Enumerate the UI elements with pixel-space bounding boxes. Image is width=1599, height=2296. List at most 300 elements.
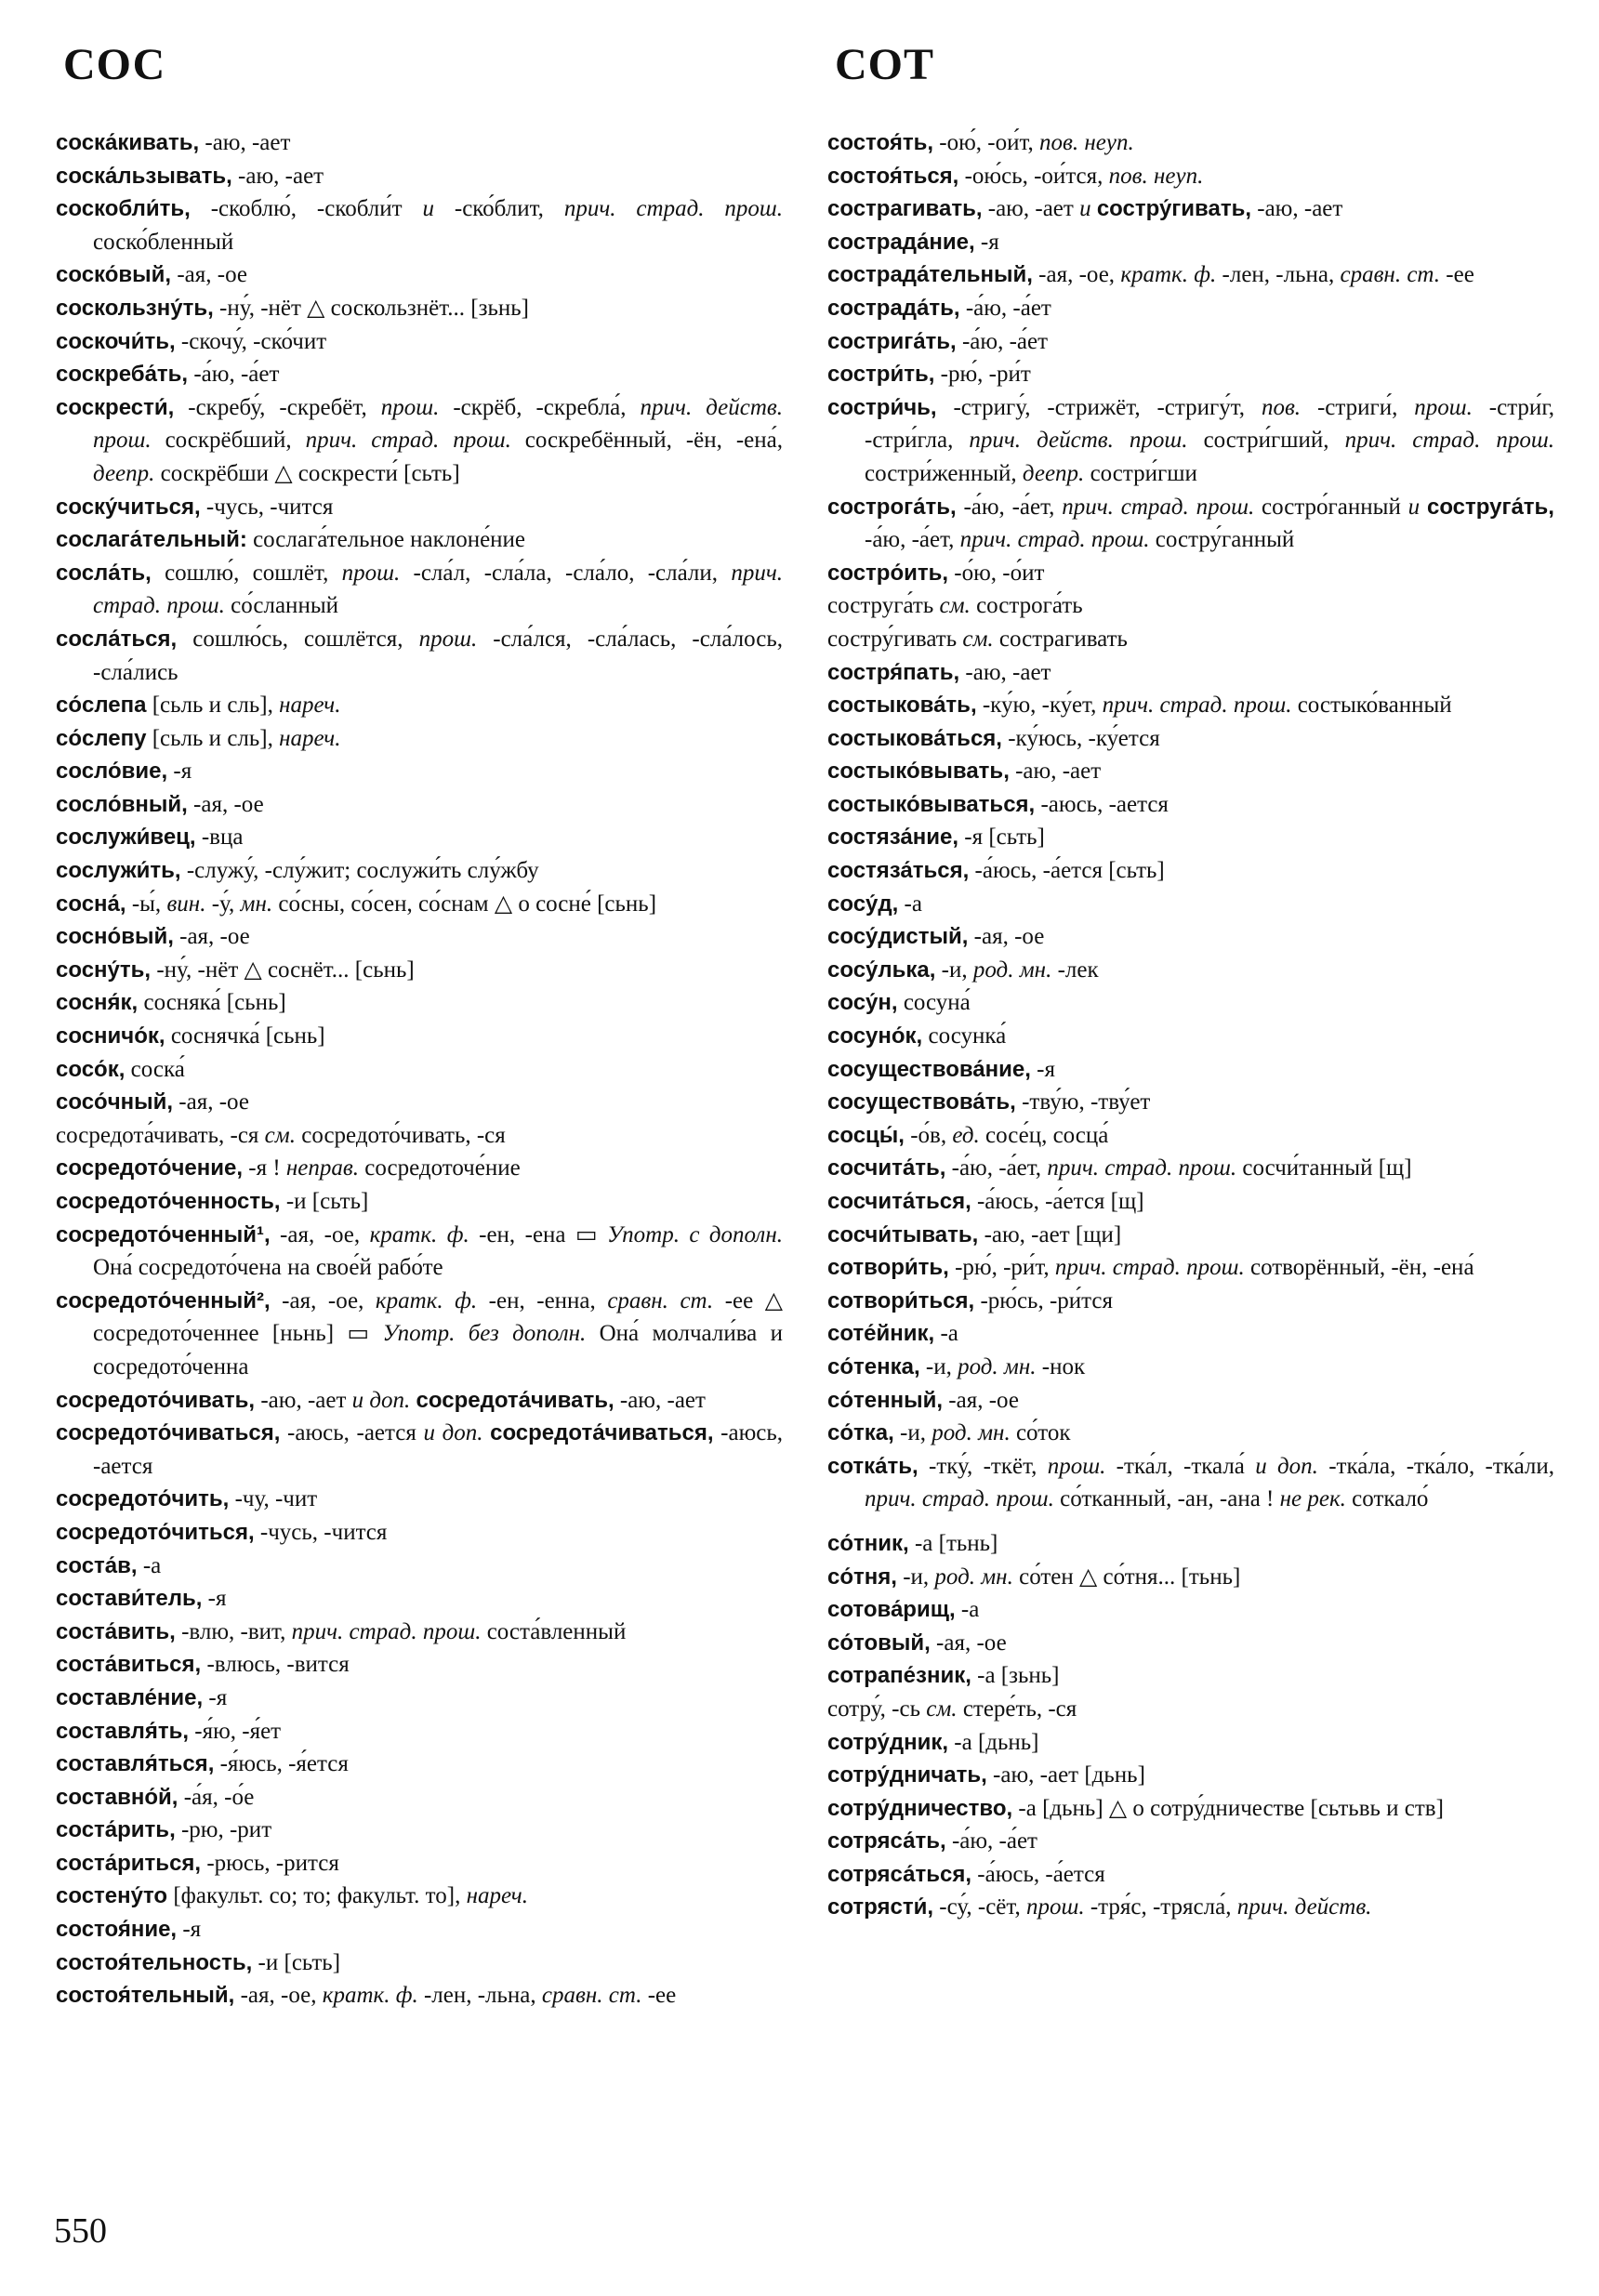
dictionary-entry — [827, 1417, 1554, 1450]
entry-text: -вца — [195, 825, 244, 851]
dictionary-entry — [827, 1726, 1554, 1760]
dictionary-entry — [827, 1561, 1554, 1594]
entry-text: сосунка́ — [922, 1023, 1007, 1049]
dictionary-entry — [56, 1550, 783, 1583]
dictionary-entry — [827, 589, 1554, 623]
entry-text: -аю, -ает [дьнь] — [986, 1762, 1145, 1788]
entry-text: -ку́ю, -ку́ет, — [976, 693, 1103, 719]
entry-text: стере́ть, -ся — [957, 1696, 1077, 1722]
dictionary-entry — [56, 258, 783, 292]
entry-text: -ее △ сосредото́ченнее [ньнь] ▭ — [93, 1287, 783, 1347]
entry-text — [1420, 495, 1427, 520]
dictionary-entry — [827, 1825, 1554, 1858]
grammar-note: и доп. — [423, 1420, 483, 1446]
grammar-note: деепр. — [93, 460, 155, 486]
entry-text: состри́гший, — [1187, 428, 1345, 454]
entry-text: -у́, — [205, 891, 241, 917]
grammar-note: и доп. — [1255, 1453, 1318, 1479]
headword: соско́вый, — [56, 262, 172, 288]
entry-text: [сьль и сль], — [146, 725, 280, 751]
entry-text: -я ! — [243, 1155, 286, 1181]
headword: соскрести́, — [56, 394, 175, 420]
entry-text: -а́юсь, -а́ется — [971, 1861, 1105, 1887]
entry-text: -о́в, — [904, 1122, 953, 1148]
dictionary-entry — [56, 1880, 783, 1913]
entry-text: соста́вленный — [481, 1618, 627, 1644]
entry-text: -лен, -льна, — [1216, 262, 1341, 288]
entry-text: соснячка́ [сьнь] — [165, 1023, 325, 1049]
headword: сотру́дник, — [827, 1729, 949, 1755]
headword: сострига́ть, — [827, 328, 957, 354]
headword: соста́вить, — [56, 1618, 176, 1644]
entry-text: -о́ю, -о́ит — [948, 560, 1045, 586]
headword: состро́ить, — [827, 560, 949, 586]
dictionary-entry — [56, 1384, 783, 1418]
entry-text: -а́я, -о́е — [178, 1784, 255, 1810]
dictionary-entry — [56, 1152, 783, 1185]
entry-text: -ен, -енна, — [477, 1287, 608, 1313]
entry-text: -ая, -ое — [930, 1630, 1007, 1656]
entry-text: сосе́ц, сосца́ — [979, 1122, 1109, 1148]
entry-text: -а [тьнь] — [908, 1530, 998, 1556]
entry-text: -нок — [1036, 1353, 1086, 1379]
grammar-note: пов. неуп. — [1108, 163, 1204, 189]
grammar-note: не рек. — [1279, 1486, 1346, 1512]
dictionary-entry — [56, 1847, 783, 1880]
dictionary-entry — [827, 689, 1554, 722]
headword: сосно́вый, — [56, 924, 174, 950]
dictionary-entry — [56, 623, 783, 689]
dictionary-entry — [827, 192, 1554, 226]
entry-text: -аю, -ает — [982, 196, 1080, 222]
headword: сосчи́тывать, — [827, 1221, 979, 1247]
entry-text: состыко́ванный — [1291, 693, 1452, 719]
grammar-note: кратк. ф. — [375, 1287, 478, 1313]
grammar-note: род. мн. — [932, 1420, 1011, 1446]
entry-text: -аю, -ает — [199, 130, 291, 155]
dictionary-entry — [56, 391, 783, 491]
dictionary-entry — [56, 1053, 783, 1087]
entry-text: -и, — [935, 957, 973, 983]
entry-text: состри́гши — [1084, 460, 1197, 486]
headword: состяза́ться, — [827, 858, 970, 884]
headword: сосредото́чиваться, — [56, 1420, 281, 1446]
dictionary-entry — [827, 986, 1554, 1020]
dictionary-entry — [827, 1086, 1554, 1119]
dictionary-entry — [56, 920, 783, 954]
grammar-note: вин. — [166, 891, 206, 917]
entry-text: -ая, -ое — [968, 924, 1045, 950]
entry-text: -стриги́, — [1301, 394, 1415, 420]
dictionary-entry — [56, 755, 783, 788]
headword: соска́кивать, — [56, 130, 200, 155]
entry-text: -а [дьнь] △ о сотру́дничестве [сьтьвь и ств] — [1012, 1795, 1444, 1821]
headword: состыкова́ть, — [827, 693, 977, 719]
entry-text — [482, 1420, 490, 1445]
grammar-note: нареч. — [279, 693, 341, 719]
entry-text: -а́ю, -а́ет — [956, 328, 1049, 354]
entry-text: -аю, -ает — [959, 659, 1051, 685]
entry-text: сосчи́танный [щ] — [1236, 1155, 1412, 1181]
left-column — [56, 126, 783, 2012]
entry-text: сошлю́, сошлёт, — [151, 560, 342, 586]
headword: сотру́дничать, — [827, 1762, 987, 1788]
grammar-note: прош. — [1047, 1453, 1106, 1479]
grammar-note: см. — [939, 593, 971, 619]
entry-text: со́тен △ со́тня... [тьнь] — [1012, 1564, 1241, 1590]
grammar-note: и — [1079, 196, 1091, 222]
headword: сосла́ться, — [56, 626, 178, 652]
entry-text: -ее — [1440, 262, 1474, 288]
dictionary-entry — [827, 1450, 1554, 1516]
dictionary-entry — [827, 1693, 1554, 1726]
entry-text: со́ток — [1010, 1420, 1071, 1446]
grammar-note: Употр. без дополн. — [382, 1321, 587, 1347]
dictionary-entry — [827, 656, 1554, 690]
entry-text: -я́юсь, -я́ется — [214, 1751, 349, 1777]
dictionary-entry — [56, 1979, 783, 2012]
entry-text: -а́юсь, -а́ется [щ] — [971, 1189, 1144, 1214]
headword: составно́й, — [56, 1784, 178, 1810]
entry-text: -а — [898, 891, 922, 917]
entry-text: -я́ю, -я́ет — [189, 1718, 282, 1744]
grammar-note: прич. страд. прош. — [1102, 693, 1292, 719]
headword: сосу́дистый, — [827, 924, 969, 950]
headword: сосла́ть, — [56, 560, 152, 586]
headword: сосредото́ченный¹, — [56, 1221, 271, 1247]
entry-text: -чу, -чит — [229, 1486, 318, 1512]
headword: сосуно́к, — [827, 1023, 923, 1049]
entry-text: -лек — [1051, 957, 1099, 983]
headword: сосредота́чивать, — [416, 1387, 614, 1413]
dictionary-entry — [827, 258, 1554, 292]
grammar-note: и доп. — [351, 1387, 411, 1413]
dictionary-entry — [827, 325, 1554, 359]
dictionary-entry — [827, 1119, 1554, 1153]
headword: соста́рить, — [56, 1817, 176, 1843]
headword: со́тник, — [827, 1530, 909, 1556]
entry-text: -скоблю́, -скобли́т — [190, 196, 423, 222]
grammar-note: пов. неуп. — [1039, 130, 1134, 155]
dictionary-entry — [827, 755, 1554, 788]
headword: состри́ть, — [827, 362, 935, 388]
dictionary-entry — [827, 1317, 1554, 1351]
headword: состоя́ть, — [827, 130, 933, 155]
entry-text: -рю, -рит — [175, 1817, 272, 1843]
headword: сосуществова́ние, — [827, 1056, 1031, 1082]
headword: состоя́ться, — [827, 163, 959, 189]
headword: сотряса́ть, — [827, 1828, 946, 1854]
grammar-note: сравн. ст. — [1340, 262, 1441, 288]
entry-text: -тка́ла, -тка́ло, -тка́ли, — [1317, 1453, 1554, 1479]
entry-text: -аюсь, -ается — [1035, 791, 1169, 817]
headword: сосу́н, — [827, 990, 898, 1016]
entry-text: сосуна́ — [897, 990, 971, 1016]
grammar-note: прош. — [341, 560, 401, 586]
dictionary-entry — [56, 491, 783, 524]
headword: сосцы́, — [827, 1122, 905, 1148]
entry-text: -а [зьнь] — [971, 1663, 1060, 1689]
entry-text: -аю, -ает — [1251, 196, 1343, 222]
entry-text: -ее — [641, 1983, 677, 2009]
headword: со́тенный, — [827, 1387, 944, 1413]
dictionary-entry — [827, 1020, 1554, 1053]
headword: сострада́ть, — [827, 295, 960, 321]
grammar-note: прич. страд. прош. — [305, 428, 511, 454]
entry-text: сострагивать — [993, 626, 1128, 652]
headword: составле́ние, — [56, 1684, 204, 1710]
headword: соте́йник, — [827, 1321, 935, 1347]
entry-text: -рю́сь, -ри́тся — [974, 1287, 1113, 1313]
headword: сосредото́читься, — [56, 1519, 255, 1545]
entry-text: -тря́с, -трясла́, — [1084, 1894, 1237, 1920]
grammar-note: кратк. ф. — [322, 1983, 418, 2009]
dictionary-entry — [827, 1351, 1554, 1384]
grammar-note: пов. — [1261, 394, 1302, 420]
headword: соскользну́ть, — [56, 295, 214, 321]
headword: сосло́вный, — [56, 791, 188, 817]
grammar-note: прич. действ. прош. — [93, 394, 783, 454]
entry-text: сострога́ть — [970, 593, 1083, 619]
headword: состоя́ние, — [56, 1917, 178, 1943]
grammar-note: прош. — [418, 626, 478, 652]
headword: соскреба́ть, — [56, 362, 189, 388]
dictionary-entry — [827, 1659, 1554, 1693]
dictionary-entry — [827, 888, 1554, 921]
entry-text: -а́ю, -а́ет — [959, 295, 1051, 321]
headword: состену́то — [56, 1883, 168, 1909]
entry-text: состру́гивать — [827, 626, 963, 652]
headword: сотрясти́, — [827, 1894, 934, 1920]
dictionary-entry — [56, 160, 783, 193]
dictionary-entry — [827, 821, 1554, 854]
entry-text: -аю, -ает — [614, 1387, 706, 1413]
dictionary-entry — [827, 1251, 1554, 1285]
grammar-note: см. — [264, 1122, 296, 1148]
dictionary-entry — [827, 1053, 1554, 1087]
entry-text: соскрёбши △ соскрести́ [сьть] — [154, 460, 460, 486]
entry-text: -и, — [893, 1420, 932, 1446]
grammar-note: неправ. — [285, 1155, 360, 1181]
dictionary-entry — [827, 1593, 1554, 1627]
headword: сосо́к, — [56, 1056, 126, 1082]
dictionary-entry — [827, 160, 1554, 193]
entry-text: сослага́тельное наклоне́ние — [246, 527, 526, 553]
headword: соста́виться, — [56, 1652, 202, 1678]
grammar-note: кратк. ф. — [1120, 262, 1217, 288]
entry-text: -рю́, -ри́т — [934, 362, 1031, 388]
headword: со́тка, — [827, 1420, 894, 1446]
grammar-note: нареч. — [466, 1883, 528, 1909]
entry-text: -аюсь, -ается — [280, 1420, 424, 1446]
dictionary-entry — [827, 1627, 1554, 1660]
entry-text: -чусь, -чится — [200, 494, 334, 520]
dictionary-entry — [827, 557, 1554, 590]
entry-text: -рюсь, -рится — [201, 1850, 339, 1876]
grammar-note: прич. страд. прош. — [865, 1486, 1054, 1512]
entry-text: -ен, -ена ▭ — [469, 1221, 608, 1247]
grammar-note: Употр. с дополн. — [607, 1221, 783, 1247]
entry-text: -чусь, -чится — [254, 1519, 388, 1545]
entry-text: состру́ганный — [1149, 527, 1295, 553]
entry-text: -влюсь, -вится — [201, 1652, 350, 1678]
dictionary-entry — [827, 1285, 1554, 1318]
entry-text: -сла́л, -сла́ла, -сла́ло, -сла́ли, — [400, 560, 732, 586]
dictionary-entry — [56, 1648, 783, 1682]
entry-text: -ая, -ое — [943, 1387, 1019, 1413]
headword: сотряса́ться, — [827, 1861, 972, 1887]
headword: сослага́тельный: — [56, 527, 247, 553]
entry-text: сошлю́сь, сошлётся, — [177, 626, 419, 652]
entry-text: -а́ю, -а́ет — [945, 1828, 1037, 1854]
dictionary-entry — [56, 1185, 783, 1219]
headword: составля́ться, — [56, 1751, 215, 1777]
entry-text: -а́ю, -а́ет, — [945, 1155, 1048, 1181]
dictionary-entry — [827, 358, 1554, 391]
dictionary-entry — [827, 1858, 1554, 1892]
entry-text: -а́ю, -а́ет, — [865, 527, 960, 553]
headword: сосуществова́ть, — [827, 1089, 1016, 1115]
dictionary-entry — [56, 292, 783, 325]
entry-text: -и [сьть] — [280, 1189, 369, 1214]
entry-text: -ою́, -ои́т, — [933, 130, 1040, 155]
entry-text: соскребённый, -ён, -ена́, — [510, 428, 783, 454]
headword: сотвори́ть, — [827, 1255, 949, 1281]
entry-text: -ы́, — [126, 891, 167, 917]
dictionary-entry — [56, 854, 783, 888]
grammar-note: см. — [926, 1696, 958, 1722]
dictionary-entry — [56, 1219, 783, 1285]
entry-text: соскрёбший, — [151, 428, 306, 454]
entry-text: -и [сьть] — [252, 1949, 341, 1975]
headword: состру́гивать, — [1096, 196, 1252, 222]
headword: состоя́тельность, — [56, 1949, 253, 1975]
headword: сосчита́ть, — [827, 1155, 946, 1181]
dictionary-entry — [827, 1152, 1554, 1185]
entry-text: -тву́ю, -тву́ет — [1015, 1089, 1151, 1115]
entry-text: -су́, -сёт, — [933, 1894, 1026, 1920]
dictionary-entry — [56, 557, 783, 623]
entry-text: состри́женный, — [865, 460, 1023, 486]
headword: сосредото́чивать, — [56, 1387, 256, 1413]
dictionary-entry — [56, 1715, 783, 1748]
entry-text: -я [сьть] — [958, 825, 1045, 851]
entry-text: соткало́ — [1345, 1486, 1429, 1512]
grammar-note: сравн. ст. — [607, 1287, 714, 1313]
entry-text: -а́юсь, -а́ется [сьть] — [969, 858, 1165, 884]
headword: со́товый, — [827, 1630, 931, 1656]
dictionary-entry — [827, 1384, 1554, 1418]
dictionary-entry — [56, 1814, 783, 1847]
grammar-note: и — [1407, 494, 1421, 520]
entry-text: -и, — [919, 1353, 958, 1379]
entry-text: -аю, -ает — [231, 163, 324, 189]
headword: состяза́ние, — [827, 825, 959, 851]
headword: сосло́вие, — [56, 759, 168, 785]
entry-text: -ою́сь, -ои́тся, — [958, 163, 1109, 189]
entry-text: -ку́юсь, -ку́ется — [1001, 725, 1160, 751]
entry-text: сосредоточе́ние — [359, 1155, 521, 1181]
entry-text: -ая, -ое, — [234, 1983, 323, 2009]
dictionary-entry — [56, 821, 783, 854]
headword: сосредото́чение, — [56, 1155, 243, 1181]
entry-text: -тку́, -ткёт, — [918, 1453, 1048, 1479]
entry-text: -а́ю, -а́ет, — [956, 494, 1063, 520]
grammar-note: прош. — [380, 394, 440, 420]
entry-text: -скрёб, -скребла́, — [439, 394, 641, 420]
dictionary-entry — [56, 954, 783, 987]
grammar-note: прош. — [1025, 1894, 1085, 1920]
entry-text: сосредота́чивать, -ся — [56, 1122, 265, 1148]
headword: сосна́, — [56, 891, 126, 917]
grammar-note: прич. действ. прош. — [969, 428, 1188, 454]
headword: сострада́тельный, — [827, 262, 1033, 288]
headword: сосу́лька, — [827, 957, 936, 983]
entry-text: [сьль и сль], — [146, 693, 280, 719]
entry-text: -я — [1030, 1056, 1055, 1082]
headword: составля́ть, — [56, 1718, 190, 1744]
headword: сострагивать, — [827, 196, 983, 222]
entry-text: -а́ю, -а́ет — [188, 362, 280, 388]
headword: состоя́тельный, — [56, 1983, 235, 2009]
entry-text: [факульт. со; то; факульт. то], — [167, 1883, 467, 1909]
grammar-note: прич. страд. прош. — [1047, 1155, 1237, 1181]
headword: сосо́чный, — [56, 1089, 174, 1115]
entry-text: -скребу́, -скребёт, — [174, 394, 381, 420]
entry-text: -я — [202, 1586, 227, 1612]
headword: со́слепа — [56, 693, 147, 719]
headword: соскочи́ть, — [56, 328, 176, 354]
dictionary-entry — [827, 854, 1554, 888]
grammar-note: прич. страд. прош. — [959, 527, 1150, 553]
dictionary-entry — [827, 788, 1554, 822]
headword: со́слепу — [56, 725, 147, 751]
headword: состри́чь, — [827, 394, 937, 420]
headword: сосредото́ченный², — [56, 1287, 271, 1313]
entry-text: -стри́г, -стри́гла, — [865, 394, 1554, 454]
headword: сострада́ние, — [827, 229, 975, 255]
grammar-note: сравн. ст. — [541, 1983, 642, 2009]
dictionary-entry — [56, 986, 783, 1020]
headword: состыко́вывать, — [827, 759, 1010, 785]
grammar-note: прич. страд. прош. — [93, 560, 783, 619]
grammar-note: род. мн. — [958, 1353, 1037, 1379]
headword: сосредото́чить, — [56, 1486, 230, 1512]
dictionary-entry — [827, 722, 1554, 756]
dictionary-entry — [56, 1748, 783, 1781]
headword: сотру́дничество, — [827, 1795, 1013, 1821]
dictionary-entry — [827, 1219, 1554, 1252]
dictionary-entry — [56, 722, 783, 756]
entry-text: -я — [203, 1684, 228, 1710]
entry-text: -влю, -вит, — [175, 1618, 292, 1644]
grammar-note: род. мн. — [934, 1564, 1013, 1590]
dictionary-entry — [56, 1285, 783, 1384]
dictionary-entry — [56, 1616, 783, 1649]
dictionary-entry — [56, 788, 783, 822]
dictionary-entry — [56, 689, 783, 722]
dictionary-entry — [56, 523, 783, 557]
headword: сосня́к, — [56, 990, 139, 1016]
entry-text: -стригу́, -стрижёт, -стригу́т, — [936, 394, 1262, 420]
entry-text: со́сны, со́сен, со́снам △ о сосне́ [сьнь] — [272, 891, 657, 917]
entry-text: -я — [167, 759, 192, 785]
dictionary-entry — [56, 325, 783, 359]
dictionary-entry — [827, 226, 1554, 259]
headword: соста́риться, — [56, 1850, 202, 1876]
dictionary-entry — [827, 1792, 1554, 1826]
dictionary-entry — [827, 292, 1554, 325]
